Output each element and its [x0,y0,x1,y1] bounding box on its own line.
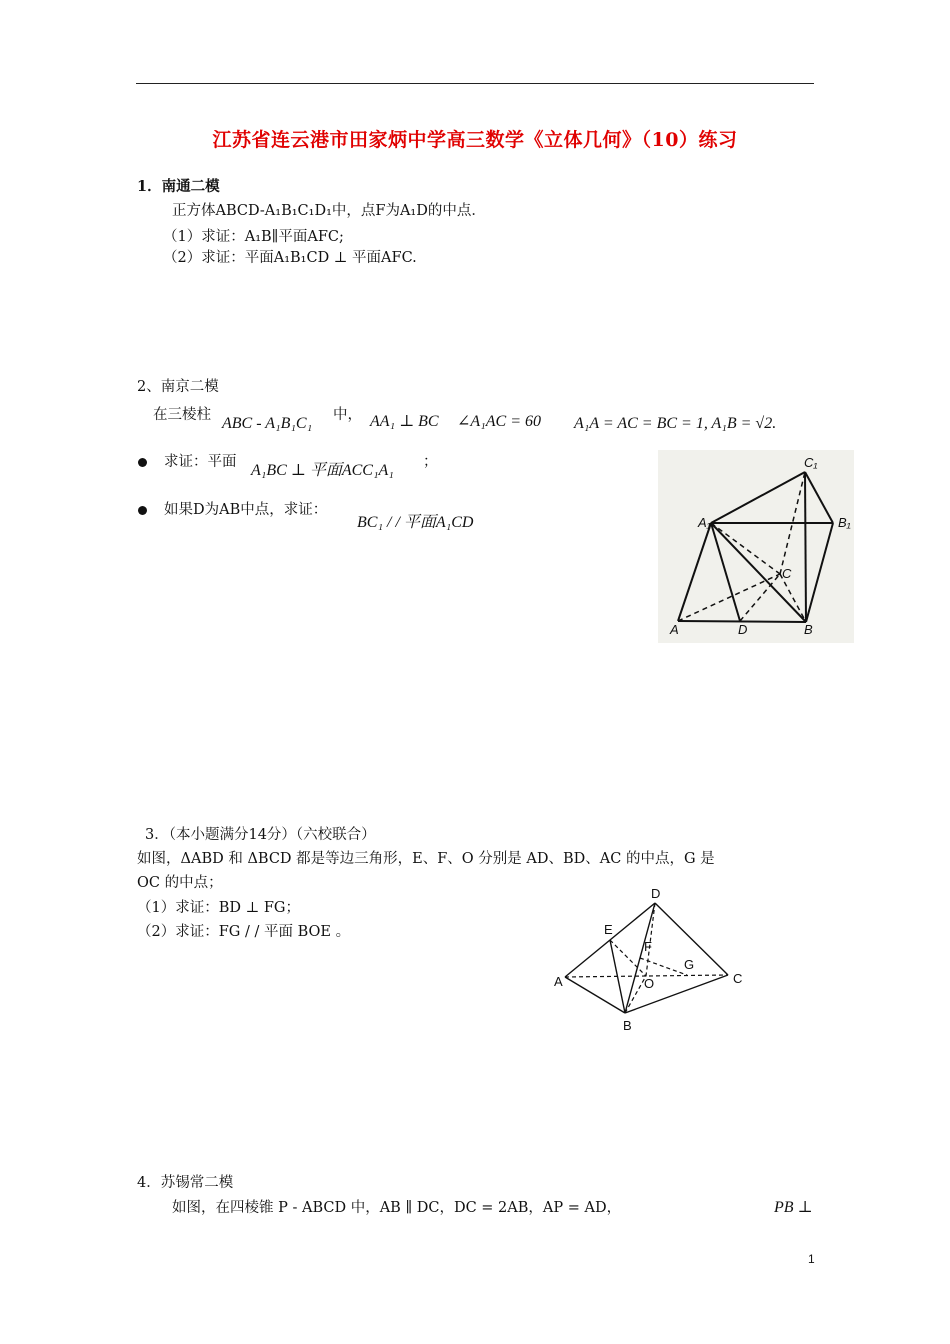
label-A: A [554,974,563,989]
q2-stem-prism: ABC - A₁B₁C₁ [222,415,313,432]
q3-stem-line2: OC 的中点； [137,875,223,891]
q3-stem-line1: 如图，ΔABD 和 ΔBCD 都是等边三角形，E、F、O 分别是 AD、BD、AC 的中点，G 是 [137,851,715,867]
q1-heading: 1．南通二模 [137,178,220,195]
q2-prism-figure [658,450,854,643]
q3-part2: （2）求证：FG / / 平面 BOE 。 [137,924,351,940]
label-D: D [738,622,748,637]
q4-heading: 4．苏锡常二模 [137,1175,234,1191]
label-O: O [644,976,655,991]
label-F: F [644,939,652,954]
edge-BO [625,976,646,1013]
q1-part1: （1）求证：A₁B∥平面AFC; [163,229,344,245]
label-A: A [670,622,679,637]
label-C1: C₁ [804,455,818,470]
label-G: G [684,957,695,972]
q1-stem: 正方体ABCD-A₁B₁C₁D₁中，点F为A₁D的中点． [172,203,486,219]
page-number: 1 [808,1252,815,1266]
bullet [138,458,147,467]
label-D: D [651,886,661,901]
label-A1: A₁ [698,515,711,530]
q2-cond3: A₁A = AC = BC = 1, A₁B = √2. [574,415,777,432]
q2-b1-math: A₁BC ⊥ 平面ACC₁A₁ [251,462,394,479]
bullet [138,506,147,515]
edge-C1B [805,472,806,622]
q2-b1-label: 求证：平面 [164,454,237,470]
q2-stem-prefix: 在三棱柱 [153,407,211,423]
edge-BC [625,975,728,1013]
label-B: B [804,622,813,637]
edge-AB [565,977,625,1013]
q2-stem-mid: 中， [333,407,362,423]
page-title: 江苏省连云港市田家炳中学高三数学《立体几何》（10）练习 [212,129,738,151]
label-C: C [782,566,792,581]
q2-b2-label: 如果D为AB中点，求证： [164,502,328,518]
q4-stem: 如图，在四棱锥 P - ABCD 中，AB ∥ DC，DC = 2AB，AP = AD， [172,1200,622,1216]
q3-heading: 3．（本小题满分14分）（六校联合） [145,827,376,843]
q2-b2-math: BC₁ / / 平面A₁CD [357,514,474,531]
q1-part2: （2）求证：平面A₁B₁CD ⊥ 平面AFC. [163,250,417,266]
header-rule [136,83,814,84]
q4-tail: PB ⊥ [774,1199,813,1216]
label-B: B [623,1018,632,1033]
label-E: E [604,922,613,937]
label-B1: B₁ [838,515,851,530]
q2-cond1: AA₁ ⊥ BC [370,413,439,430]
q2-b1-end: ； [423,454,438,470]
q3-tetrahedron-figure [550,885,750,1035]
q2-heading: 2、南京二模 [137,379,219,395]
q3-part1: （1）求证：BD ⊥ FG； [137,900,301,916]
label-C: C [733,971,743,986]
q2-cond2: ∠A₁AC = 60 [457,413,541,430]
